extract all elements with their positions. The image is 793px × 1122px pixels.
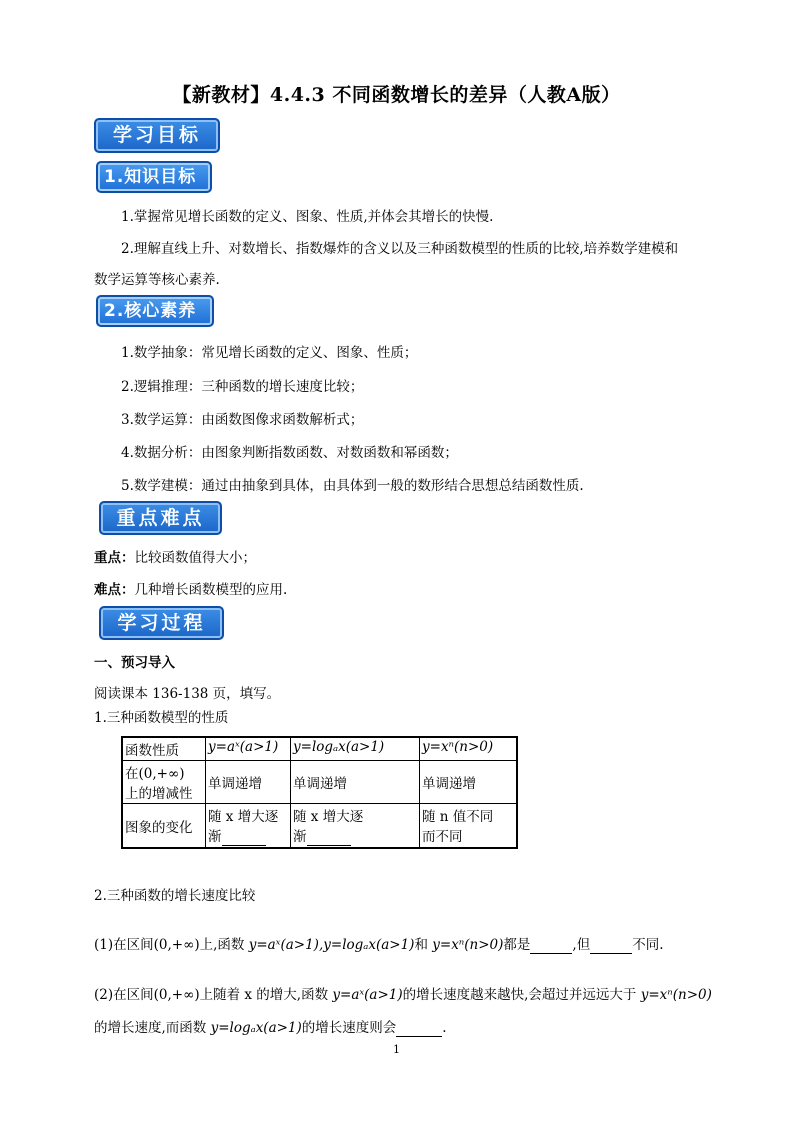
table-cell: 随 x 增大逐 渐 [291,804,420,849]
literacy-item-3: 3.数学运算：由函数图像求函数解析式； [121,412,364,428]
focus-label: 重点： [94,550,135,566]
literacy-item-2: 2.逻辑推理：三种函数的增长速度比较； [121,379,364,395]
knowledge-item-1: 1.掌握常见增长函数的定义、图象、性质,并体会其增长的快慢. [121,209,494,225]
table-row-label: 在(0,+∞) 上的增减性 [122,761,206,804]
answer-blank[interactable] [307,829,351,846]
table-cell: 单调递增 [206,761,291,804]
fill-paragraph-2: (2)在区间(0,+∞)上随着 x 的增大,函数 y=aˣ(a>1)的增长速度越来越快,会超过并远远大于 y=xⁿ(n>0) [94,987,712,1003]
table-cell: 随 x 增大逐 渐 [206,804,291,849]
table-row [122,761,517,804]
table-header-cell: 函数性质 [122,737,206,761]
difficulty-text: 几种增长函数模型的应用. [134,582,288,598]
banner-knowledge-goals: 1.知识目标 [96,161,212,193]
table-cell: 单调递增 [420,761,518,804]
answer-blank[interactable] [590,937,632,954]
focus-text: 比较函数值得大小； [134,550,256,566]
focus-line [94,546,256,566]
page-title: 【新教材】4.4.3 不同函数增长的差异（人教A版） [172,84,621,106]
question-2-heading: 2.三种函数的增长速度比较 [94,888,256,904]
question-1-heading: 1.三种函数模型的性质 [94,710,229,726]
table-cell: 单调递增 [291,761,420,804]
page-number: 1 [393,1043,400,1056]
literacy-item-1: 1.数学抽象：常见增长函数的定义、图象、性质； [121,345,418,361]
table-cell: 随 n 值不同 而不同 [420,804,518,849]
fill-paragraph-1: (1)在区间(0,+∞)上,函数 y=aˣ(a>1),y=logₐx(a>1)和 y=xⁿ(n>0)都是 ,但 不同. [94,937,664,953]
section-preview: 一、预习导入 [94,655,175,671]
banner-key-points: 重点难点 [99,501,222,535]
knowledge-item-2-cont: 数学运算等核心素养. [94,272,220,288]
difficulty-line [94,578,287,598]
literacy-item-5: 5.数学建模：通过由抽象到具体，由具体到一般的数形结合思想总结函数性质. [121,478,584,494]
reading-instruction: 阅读课本 136-138 页，填写。 [94,686,281,702]
answer-blank[interactable] [222,829,266,846]
answer-blank[interactable] [396,1020,442,1037]
table-header-cell: y=xⁿ(n>0) [420,737,518,761]
table-row [122,804,517,849]
banner-study-goals: 学习目标 [94,118,220,153]
fill-paragraph-2-cont: 的增长速度,而函数 y=logₐx(a>1)的增长速度则会 . [94,1020,447,1036]
table-header-cell: y=aˣ(a>1) [206,737,291,761]
answer-blank[interactable] [530,937,572,954]
table-header-cell: y=logₐx(a>1) [291,737,420,761]
difficulty-label: 难点： [94,582,135,598]
function-properties-table [121,736,518,849]
table-row-label: 图象的变化 [122,804,206,849]
banner-core-literacy: 2.核心素养 [96,295,214,327]
literacy-item-4: 4.数据分析：由图象判断指数函数、对数函数和幂函数； [121,445,458,461]
knowledge-item-2: 2.理解直线上升、对数增长、指数爆炸的含义以及三种函数模型的性质的比较,培养数学建模和 [121,241,679,257]
banner-study-process: 学习过程 [99,606,224,640]
table-header-row [122,737,517,761]
